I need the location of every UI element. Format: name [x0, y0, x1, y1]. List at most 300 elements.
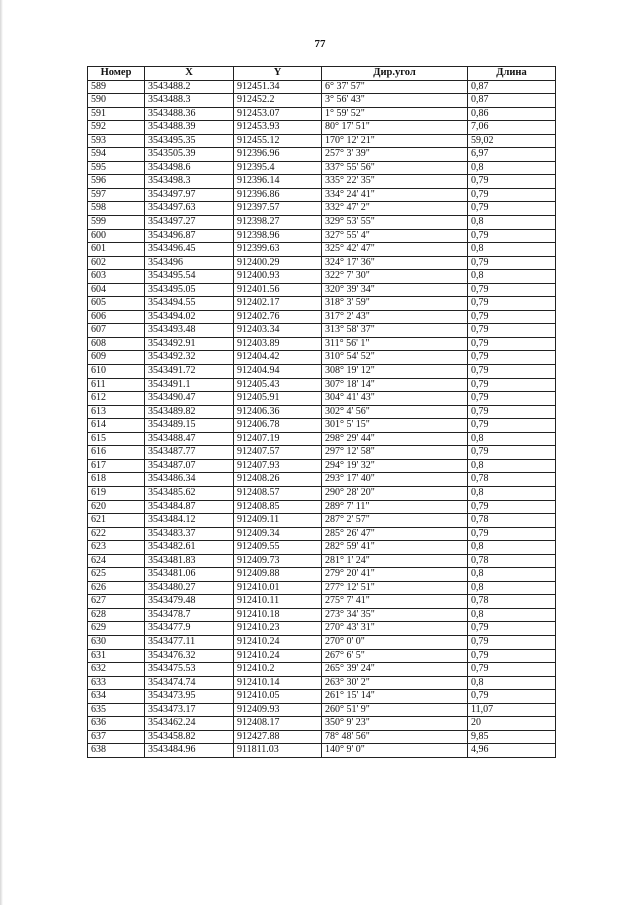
- cell-y: 912410.14: [234, 676, 322, 690]
- cell-length: 0,79: [468, 310, 556, 324]
- cell-number: 601: [88, 243, 145, 257]
- cell-number: 605: [88, 297, 145, 311]
- cell-number: 592: [88, 121, 145, 135]
- cell-x: 3543496.45: [145, 243, 234, 257]
- cell-x: 3543492.91: [145, 337, 234, 351]
- table-row: [88, 351, 556, 365]
- cell-x: 3543484.12: [145, 514, 234, 528]
- table-row: [88, 486, 556, 500]
- header-x: X: [145, 67, 234, 81]
- table-row: [88, 378, 556, 392]
- cell-length: 0,8: [468, 270, 556, 284]
- table-row: [88, 365, 556, 379]
- cell-bearing: 275° 7' 41": [322, 595, 468, 609]
- cell-x: 3543491.72: [145, 365, 234, 379]
- table-row: [88, 568, 556, 582]
- table-row: [88, 514, 556, 528]
- cell-y: 912400.29: [234, 256, 322, 270]
- cell-number: 622: [88, 527, 145, 541]
- cell-x: 3543491.1: [145, 378, 234, 392]
- table-row: [88, 649, 556, 663]
- cell-length: 0,79: [468, 419, 556, 433]
- cell-bearing: 273° 34' 35": [322, 608, 468, 622]
- cell-x: 3543495.05: [145, 283, 234, 297]
- cell-x: 3543477.11: [145, 635, 234, 649]
- table-row: [88, 216, 556, 230]
- cell-x: 3543462.24: [145, 717, 234, 731]
- cell-number: 634: [88, 690, 145, 704]
- table-row: [88, 175, 556, 189]
- cell-y: 912396.14: [234, 175, 322, 189]
- cell-length: 0,8: [468, 541, 556, 555]
- scan-edge: [0, 0, 3, 905]
- cell-length: 0,79: [468, 283, 556, 297]
- table-row: [88, 161, 556, 175]
- page-number: 77: [314, 38, 326, 50]
- cell-bearing: 267° 6' 5": [322, 649, 468, 663]
- cell-number: 635: [88, 703, 145, 717]
- cell-length: 0,79: [468, 365, 556, 379]
- cell-y: 912396.86: [234, 188, 322, 202]
- cell-number: 604: [88, 283, 145, 297]
- table-row: [88, 243, 556, 257]
- cell-bearing: 310° 54' 52": [322, 351, 468, 365]
- cell-length: 0,8: [468, 676, 556, 690]
- cell-y: 912453.07: [234, 107, 322, 121]
- cell-length: 6,97: [468, 148, 556, 162]
- cell-number: 608: [88, 337, 145, 351]
- cell-bearing: 320° 39' 34": [322, 283, 468, 297]
- cell-bearing: 289° 7' 11": [322, 500, 468, 514]
- cell-bearing: 285° 26' 47": [322, 527, 468, 541]
- header-row: [88, 67, 556, 81]
- cell-length: 0,8: [468, 243, 556, 257]
- cell-bearing: 324° 17' 36": [322, 256, 468, 270]
- cell-bearing: 287° 2' 57": [322, 514, 468, 528]
- cell-bearing: 265° 39' 24": [322, 663, 468, 677]
- table-row: [88, 121, 556, 135]
- cell-x: 3543473.17: [145, 703, 234, 717]
- cell-x: 3543505.39: [145, 148, 234, 162]
- cell-length: 0,79: [468, 446, 556, 460]
- cell-y: 912406.78: [234, 419, 322, 433]
- table-row: [88, 405, 556, 419]
- cell-x: 3543482.61: [145, 541, 234, 555]
- cell-y: 912408.57: [234, 486, 322, 500]
- cell-bearing: 282° 59' 41": [322, 541, 468, 555]
- header-length: Длина: [468, 67, 556, 81]
- cell-bearing: 270° 43' 31": [322, 622, 468, 636]
- cell-length: 0,79: [468, 351, 556, 365]
- table-row: [88, 717, 556, 731]
- cell-y: 912455.12: [234, 134, 322, 148]
- cell-x: 3543492.32: [145, 351, 234, 365]
- cell-x: 3543497.63: [145, 202, 234, 216]
- cell-y: 912408.85: [234, 500, 322, 514]
- cell-length: 7,06: [468, 121, 556, 135]
- table-row: [88, 622, 556, 636]
- cell-bearing: 170° 12' 21": [322, 134, 468, 148]
- cell-y: 912397.57: [234, 202, 322, 216]
- cell-bearing: 334° 24' 41": [322, 188, 468, 202]
- cell-length: 0,8: [468, 216, 556, 230]
- cell-bearing: 302° 4' 56": [322, 405, 468, 419]
- cell-y: 912451.34: [234, 80, 322, 94]
- cell-x: 3543474.74: [145, 676, 234, 690]
- cell-y: 912398.96: [234, 229, 322, 243]
- cell-number: 603: [88, 270, 145, 284]
- cell-bearing: 297° 12' 58": [322, 446, 468, 460]
- header-bearing: Дир.угол: [322, 67, 468, 81]
- cell-bearing: 270° 0' 0": [322, 635, 468, 649]
- cell-bearing: 277° 12' 51": [322, 581, 468, 595]
- cell-number: 627: [88, 595, 145, 609]
- table-row: [88, 446, 556, 460]
- cell-number: 619: [88, 486, 145, 500]
- cell-number: 631: [88, 649, 145, 663]
- table-row: [88, 324, 556, 338]
- cell-length: 0,8: [468, 486, 556, 500]
- cell-number: 629: [88, 622, 145, 636]
- cell-bearing: 308° 19' 12": [322, 365, 468, 379]
- table-row: [88, 310, 556, 324]
- cell-number: 626: [88, 581, 145, 595]
- cell-length: 0,79: [468, 324, 556, 338]
- cell-bearing: 327° 55' 4": [322, 229, 468, 243]
- cell-length: 0,79: [468, 229, 556, 243]
- cell-bearing: 317° 2' 43": [322, 310, 468, 324]
- cell-y: 912409.11: [234, 514, 322, 528]
- table-body: [88, 80, 556, 757]
- cell-number: 633: [88, 676, 145, 690]
- cell-length: 0,86: [468, 107, 556, 121]
- table-row: [88, 432, 556, 446]
- cell-y: 912408.17: [234, 717, 322, 731]
- cell-y: 912410.11: [234, 595, 322, 609]
- table-row: [88, 554, 556, 568]
- table-row: [88, 581, 556, 595]
- cell-number: 594: [88, 148, 145, 162]
- cell-bearing: 260° 51' 9": [322, 703, 468, 717]
- cell-length: 0,79: [468, 635, 556, 649]
- cell-bearing: 1° 59' 52": [322, 107, 468, 121]
- cell-bearing: 279° 20' 41": [322, 568, 468, 582]
- cell-length: 4,96: [468, 744, 556, 758]
- cell-y: 912404.42: [234, 351, 322, 365]
- cell-bearing: 257° 3' 39": [322, 148, 468, 162]
- cell-y: 912408.26: [234, 473, 322, 487]
- cell-number: 591: [88, 107, 145, 121]
- cell-bearing: 350° 9' 23": [322, 717, 468, 731]
- cell-number: 589: [88, 80, 145, 94]
- cell-x: 3543484.87: [145, 500, 234, 514]
- cell-length: 0,8: [468, 432, 556, 446]
- cell-x: 3543481.83: [145, 554, 234, 568]
- cell-x: 3543498.6: [145, 161, 234, 175]
- cell-number: 596: [88, 175, 145, 189]
- table-row: [88, 676, 556, 690]
- cell-y: 912396.96: [234, 148, 322, 162]
- cell-number: 599: [88, 216, 145, 230]
- cell-number: 636: [88, 717, 145, 731]
- cell-number: 632: [88, 663, 145, 677]
- table-row: [88, 608, 556, 622]
- cell-y: 912399.63: [234, 243, 322, 257]
- header-number: Номер: [88, 67, 145, 81]
- table-row: [88, 459, 556, 473]
- table-row: [88, 500, 556, 514]
- cell-y: 912400.93: [234, 270, 322, 284]
- cell-number: 607: [88, 324, 145, 338]
- cell-x: 3543498.3: [145, 175, 234, 189]
- cell-bearing: 261° 15' 14": [322, 690, 468, 704]
- cell-x: 3543490.47: [145, 392, 234, 406]
- cell-x: 3543479.48: [145, 595, 234, 609]
- cell-number: 595: [88, 161, 145, 175]
- cell-y: 912410.23: [234, 622, 322, 636]
- cell-length: 0,78: [468, 554, 556, 568]
- table-row: [88, 541, 556, 555]
- cell-bearing: 318° 3' 59": [322, 297, 468, 311]
- cell-number: 615: [88, 432, 145, 446]
- cell-length: 0,79: [468, 500, 556, 514]
- cell-bearing: 6° 37' 57": [322, 80, 468, 94]
- cell-bearing: 80° 17' 51": [322, 121, 468, 135]
- coordinates-table: [87, 66, 556, 758]
- cell-x: 3543488.47: [145, 432, 234, 446]
- cell-number: 621: [88, 514, 145, 528]
- cell-bearing: 298° 29' 44": [322, 432, 468, 446]
- cell-x: 3543483.37: [145, 527, 234, 541]
- cell-length: 0,78: [468, 473, 556, 487]
- cell-y: 912406.36: [234, 405, 322, 419]
- cell-x: 3543488.2: [145, 80, 234, 94]
- cell-y: 912407.93: [234, 459, 322, 473]
- cell-number: 611: [88, 378, 145, 392]
- cell-length: 0,8: [468, 459, 556, 473]
- cell-length: 0,8: [468, 161, 556, 175]
- table-row: [88, 473, 556, 487]
- cell-x: 3543473.95: [145, 690, 234, 704]
- cell-x: 3543497.27: [145, 216, 234, 230]
- cell-number: 600: [88, 229, 145, 243]
- cell-x: 3543497.97: [145, 188, 234, 202]
- cell-number: 613: [88, 405, 145, 419]
- cell-y: 912453.93: [234, 121, 322, 135]
- table-row: [88, 256, 556, 270]
- cell-x: 3543489.15: [145, 419, 234, 433]
- cell-bearing: 332° 47' 2": [322, 202, 468, 216]
- cell-x: 3543477.9: [145, 622, 234, 636]
- table-row: [88, 148, 556, 162]
- cell-bearing: 311° 56' 1": [322, 337, 468, 351]
- cell-x: 3543480.27: [145, 581, 234, 595]
- cell-number: 598: [88, 202, 145, 216]
- cell-number: 609: [88, 351, 145, 365]
- cell-y: 912403.89: [234, 337, 322, 351]
- table-row: [88, 283, 556, 297]
- cell-length: 0,78: [468, 514, 556, 528]
- cell-number: 617: [88, 459, 145, 473]
- cell-x: 3543496.87: [145, 229, 234, 243]
- cell-x: 3543478.7: [145, 608, 234, 622]
- cell-bearing: 335° 22' 35": [322, 175, 468, 189]
- cell-length: 0,87: [468, 94, 556, 108]
- table-row: [88, 134, 556, 148]
- cell-y: 912395.4: [234, 161, 322, 175]
- cell-x: 3543494.55: [145, 297, 234, 311]
- cell-length: 59,02: [468, 134, 556, 148]
- cell-number: 616: [88, 446, 145, 460]
- cell-y: 912409.88: [234, 568, 322, 582]
- cell-bearing: 304° 41' 43": [322, 392, 468, 406]
- cell-length: 0,8: [468, 608, 556, 622]
- table-row: [88, 202, 556, 216]
- cell-number: 620: [88, 500, 145, 514]
- cell-y: 912402.76: [234, 310, 322, 324]
- cell-y: 911811.03: [234, 744, 322, 758]
- cell-bearing: 301° 5' 15": [322, 419, 468, 433]
- cell-number: 637: [88, 730, 145, 744]
- cell-bearing: 281° 1' 24": [322, 554, 468, 568]
- cell-number: 606: [88, 310, 145, 324]
- cell-number: 623: [88, 541, 145, 555]
- cell-number: 630: [88, 635, 145, 649]
- cell-length: 11,07: [468, 703, 556, 717]
- table-row: [88, 297, 556, 311]
- cell-y: 912409.73: [234, 554, 322, 568]
- cell-length: 0,79: [468, 663, 556, 677]
- cell-number: 625: [88, 568, 145, 582]
- cell-number: 590: [88, 94, 145, 108]
- table-row: [88, 527, 556, 541]
- cell-length: 0,78: [468, 595, 556, 609]
- cell-y: 912404.94: [234, 365, 322, 379]
- cell-length: 0,79: [468, 622, 556, 636]
- table-row: [88, 188, 556, 202]
- cell-x: 3543481.06: [145, 568, 234, 582]
- cell-x: 3543475.53: [145, 663, 234, 677]
- cell-bearing: 290° 28' 20": [322, 486, 468, 500]
- cell-y: 912403.34: [234, 324, 322, 338]
- cell-y: 912402.17: [234, 297, 322, 311]
- cell-length: 0,79: [468, 337, 556, 351]
- table-row: [88, 392, 556, 406]
- cell-length: 0,8: [468, 581, 556, 595]
- cell-x: 3543485.62: [145, 486, 234, 500]
- cell-y: 912407.19: [234, 432, 322, 446]
- table-row: [88, 94, 556, 108]
- cell-bearing: 293° 17' 40": [322, 473, 468, 487]
- cell-bearing: 307° 18' 14": [322, 378, 468, 392]
- table-row: [88, 107, 556, 121]
- table-row: [88, 337, 556, 351]
- table-row: [88, 730, 556, 744]
- table-row: [88, 663, 556, 677]
- cell-length: 0,79: [468, 405, 556, 419]
- cell-y: 912401.56: [234, 283, 322, 297]
- table-row: [88, 595, 556, 609]
- table-row: [88, 703, 556, 717]
- cell-bearing: 322° 7' 30": [322, 270, 468, 284]
- cell-length: 0,87: [468, 80, 556, 94]
- cell-y: 912409.93: [234, 703, 322, 717]
- cell-x: 3543488.3: [145, 94, 234, 108]
- cell-x: 3543458.82: [145, 730, 234, 744]
- cell-y: 912410.05: [234, 690, 322, 704]
- cell-y: 912410.2: [234, 663, 322, 677]
- cell-length: 0,79: [468, 202, 556, 216]
- cell-length: 0,8: [468, 568, 556, 582]
- cell-bearing: 3° 56' 43": [322, 94, 468, 108]
- cell-y: 912410.01: [234, 581, 322, 595]
- cell-x: 3543486.34: [145, 473, 234, 487]
- cell-number: 597: [88, 188, 145, 202]
- cell-bearing: 140° 9' 0": [322, 744, 468, 758]
- cell-y: 912409.55: [234, 541, 322, 555]
- cell-number: 624: [88, 554, 145, 568]
- cell-y: 912405.43: [234, 378, 322, 392]
- cell-x: 3543487.77: [145, 446, 234, 460]
- cell-number: 638: [88, 744, 145, 758]
- cell-number: 614: [88, 419, 145, 433]
- table-row: [88, 690, 556, 704]
- cell-x: 3543484.96: [145, 744, 234, 758]
- cell-x: 3543489.82: [145, 405, 234, 419]
- cell-bearing: 263° 30' 2": [322, 676, 468, 690]
- cell-length: 9,85: [468, 730, 556, 744]
- cell-length: 0,79: [468, 690, 556, 704]
- cell-y: 912409.34: [234, 527, 322, 541]
- cell-number: 610: [88, 365, 145, 379]
- cell-y: 912410.24: [234, 635, 322, 649]
- cell-y: 912427.88: [234, 730, 322, 744]
- cell-length: 0,79: [468, 527, 556, 541]
- cell-number: 612: [88, 392, 145, 406]
- cell-length: 0,79: [468, 188, 556, 202]
- cell-length: 0,79: [468, 175, 556, 189]
- cell-x: 3543495.54: [145, 270, 234, 284]
- cell-y: 912452.2: [234, 94, 322, 108]
- cell-number: 628: [88, 608, 145, 622]
- cell-x: 3543496: [145, 256, 234, 270]
- cell-x: 3543494.02: [145, 310, 234, 324]
- cell-x: 3543493.48: [145, 324, 234, 338]
- cell-length: 0,79: [468, 378, 556, 392]
- table-row: [88, 80, 556, 94]
- cell-y: 912405.91: [234, 392, 322, 406]
- cell-y: 912407.57: [234, 446, 322, 460]
- table-row: [88, 744, 556, 758]
- table-row: [88, 635, 556, 649]
- cell-length: 20: [468, 717, 556, 731]
- cell-y: 912410.24: [234, 649, 322, 663]
- cell-bearing: 325° 42' 47": [322, 243, 468, 257]
- table-header: [88, 67, 556, 81]
- table-row: [88, 419, 556, 433]
- cell-x: 3543488.36: [145, 107, 234, 121]
- cell-bearing: 329° 53' 55": [322, 216, 468, 230]
- cell-x: 3543487.07: [145, 459, 234, 473]
- table-row: [88, 229, 556, 243]
- cell-y: 912410.18: [234, 608, 322, 622]
- cell-x: 3543476.32: [145, 649, 234, 663]
- cell-number: 602: [88, 256, 145, 270]
- cell-length: 0,79: [468, 392, 556, 406]
- cell-number: 593: [88, 134, 145, 148]
- cell-bearing: 313° 58' 37": [322, 324, 468, 338]
- cell-length: 0,79: [468, 297, 556, 311]
